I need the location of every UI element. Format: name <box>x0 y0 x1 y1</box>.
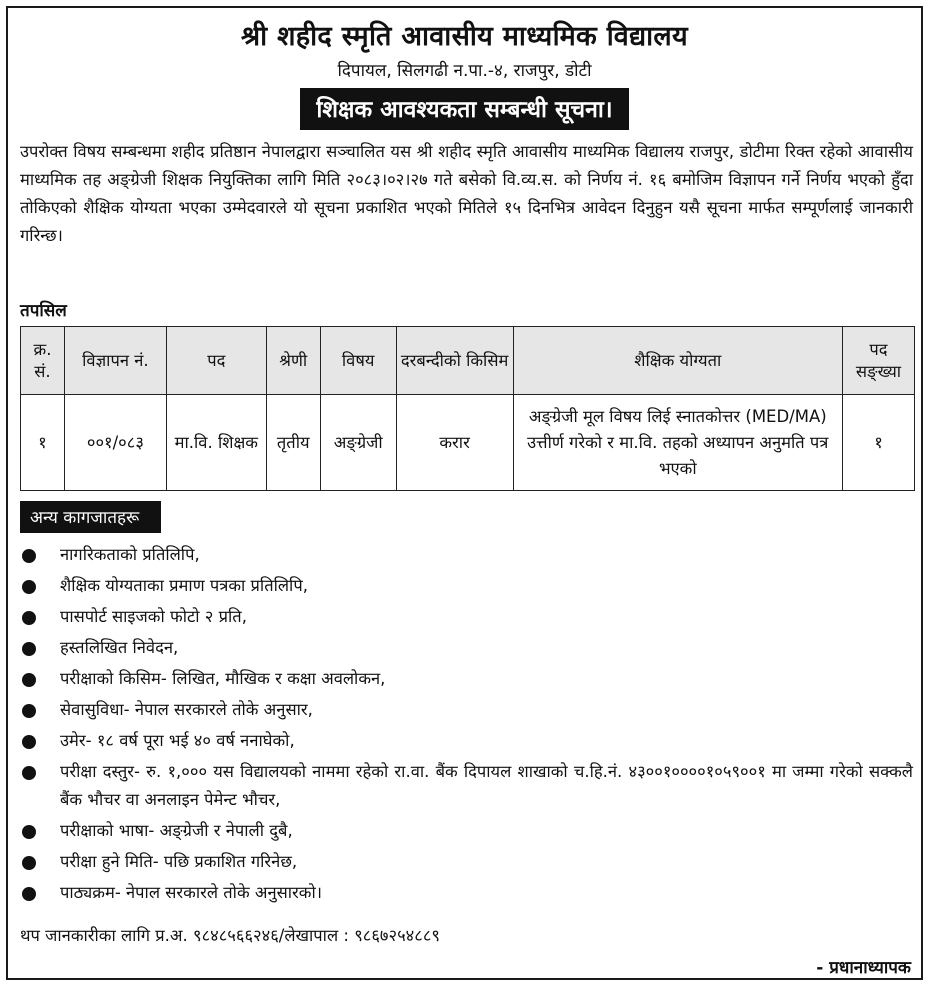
cell-post-count: १ <box>843 395 915 491</box>
list-item <box>20 817 913 845</box>
bullet-icon <box>22 549 36 563</box>
table-header-row <box>21 327 915 395</box>
vacancy-table <box>20 326 915 491</box>
header-ad-number: विज्ञापन नं. <box>64 327 166 395</box>
cell-serial: १ <box>21 395 65 491</box>
header-qualification: शैक्षिक योग्यता <box>513 327 842 395</box>
header-level: श्रेणी <box>266 327 320 395</box>
documents-title: अन्य कागजातहरू <box>20 501 161 533</box>
table-row <box>21 395 915 491</box>
header-post-count: पद सङ्ख्या <box>843 327 915 395</box>
bullet-icon <box>22 825 36 839</box>
list-item <box>20 848 913 876</box>
bullet-icon <box>22 611 36 625</box>
list-item-text: हस्तलिखित निवेदन, <box>60 638 179 657</box>
school-name: श्री शहीद स्मृति आवासीय माध्यमिक विद्यालय <box>241 21 688 52</box>
cell-level: तृतीय <box>266 395 320 491</box>
cell-position-type: करार <box>396 395 513 491</box>
list-item <box>20 541 913 569</box>
list-item-text: परीक्षा दस्तुर- रु. १,००० यस विद्यालयको नाममा रहेको रा.वा. बैंक दिपायल शाखाको च.हि.नं. ४३००१००००१०५९००१ मा जम्मा गरेको सक्कलै बैंक भौचर वा अनलाइन पेमेन्ट भौचर, <box>60 762 913 809</box>
cell-subject: अङ्ग्रेजी <box>320 395 396 491</box>
signature: - प्रधानाध्यापक <box>816 958 911 978</box>
list-item <box>20 634 913 662</box>
header-post: पद <box>166 327 266 395</box>
notice-paragraph: उपरोक्त विषय सम्बन्धमा शहीद प्रतिष्ठान नेपालद्वारा सञ्चालित यस श्री शहीद स्मृति आवासीय माध्यमिक विद्यालय राजपुर, डोटीमा रिक्त रहेको आवासीय माध्यमिक तह अङ्ग्रेजी शिक्षक नियुक्तिका लागि मिति २०८३।०२।२७ गते बसेको वि.व्य.स. को निर्णय नं. १६ बमोजिम विज्ञापन गर्ने निर्णय भएको हुँदा तोकिएको शैक्षिक योग्यता भएका उम्मेदवारले यो सूचना प्रकाशित भएको मितिले १५ दिनभित्र आवेदन दिनुहुन यसै सूचना मार्फत सम्पूर्णलाई जानकारी गरिन्छ। <box>20 142 913 245</box>
list-item-text: उमेर- १८ वर्ष पूरा भई ४० वर्ष ननाघेको, <box>60 731 295 750</box>
documents-list <box>20 541 913 910</box>
list-item-text: परीक्षाको भाषा- अङ्ग्रेजी र नेपाली दुबै, <box>60 821 293 840</box>
list-item-text: परीक्षा हुने मिति- पछि प्रकाशित गरिनेछ, <box>60 852 298 871</box>
details-label: तपसिल <box>20 301 67 321</box>
list-item <box>20 727 913 755</box>
cell-post: मा.वि. शिक्षक <box>166 395 266 491</box>
bullet-icon <box>22 580 36 594</box>
header-position-type: दरबन्दीको किसिम <box>396 327 513 395</box>
list-item-text: पाठ्यक्रम- नेपाल सरकारले तोके अनुसारको। <box>60 883 323 902</box>
notice-document <box>6 6 923 980</box>
list-item <box>20 572 913 600</box>
header-subject: विषय <box>320 327 396 395</box>
bullet-icon <box>22 673 36 687</box>
list-item-text: परीक्षाको किसिम- लिखित, मौखिक र कक्षा अवलोकन, <box>60 669 386 688</box>
bullet-icon <box>22 642 36 656</box>
header-serial: क्र. सं. <box>21 327 65 395</box>
list-item-text: नागरिकताको प्रतिलिपि, <box>60 545 200 564</box>
list-item <box>20 758 913 814</box>
list-item-text: शैक्षिक योग्यताका प्रमाण पत्रका प्रतिलिपि, <box>60 576 308 595</box>
list-item-text: पासपोर्ट साइजको फोटो २ प्रति, <box>60 607 247 626</box>
list-item <box>20 879 913 907</box>
cell-qualification: अङ्ग्रेजी मूल विषय लिई स्नातकोत्तर (MED/MA) उत्तीर्ण गरेको र मा.वि. तहको अध्यापन अनुमति पत्र भएको <box>513 395 842 491</box>
bullet-icon <box>22 735 36 749</box>
notice-title: शिक्षक आवश्यकता सम्बन्धी सूचना। <box>300 88 628 130</box>
list-item-text: सेवासुविधा- नेपाल सरकारले तोके अनुसार, <box>60 700 313 719</box>
bullet-icon <box>22 887 36 901</box>
contact-info: थप जानकारीका लागि प्र.अ. ९८४८५६६२४६/लेखापाल : ९८६७२५४८८९ <box>20 926 440 945</box>
cell-ad-number: ००१/०८३ <box>64 395 166 491</box>
bullet-icon <box>22 766 36 780</box>
school-address: दिपायल, सिलगढी न.पा.-४, राजपुर, डोटी <box>337 61 592 81</box>
list-item <box>20 696 913 724</box>
bullet-icon <box>22 704 36 718</box>
list-item <box>20 665 913 693</box>
list-item <box>20 603 913 631</box>
notice-title-banner <box>8 88 921 130</box>
bullet-icon <box>22 856 36 870</box>
